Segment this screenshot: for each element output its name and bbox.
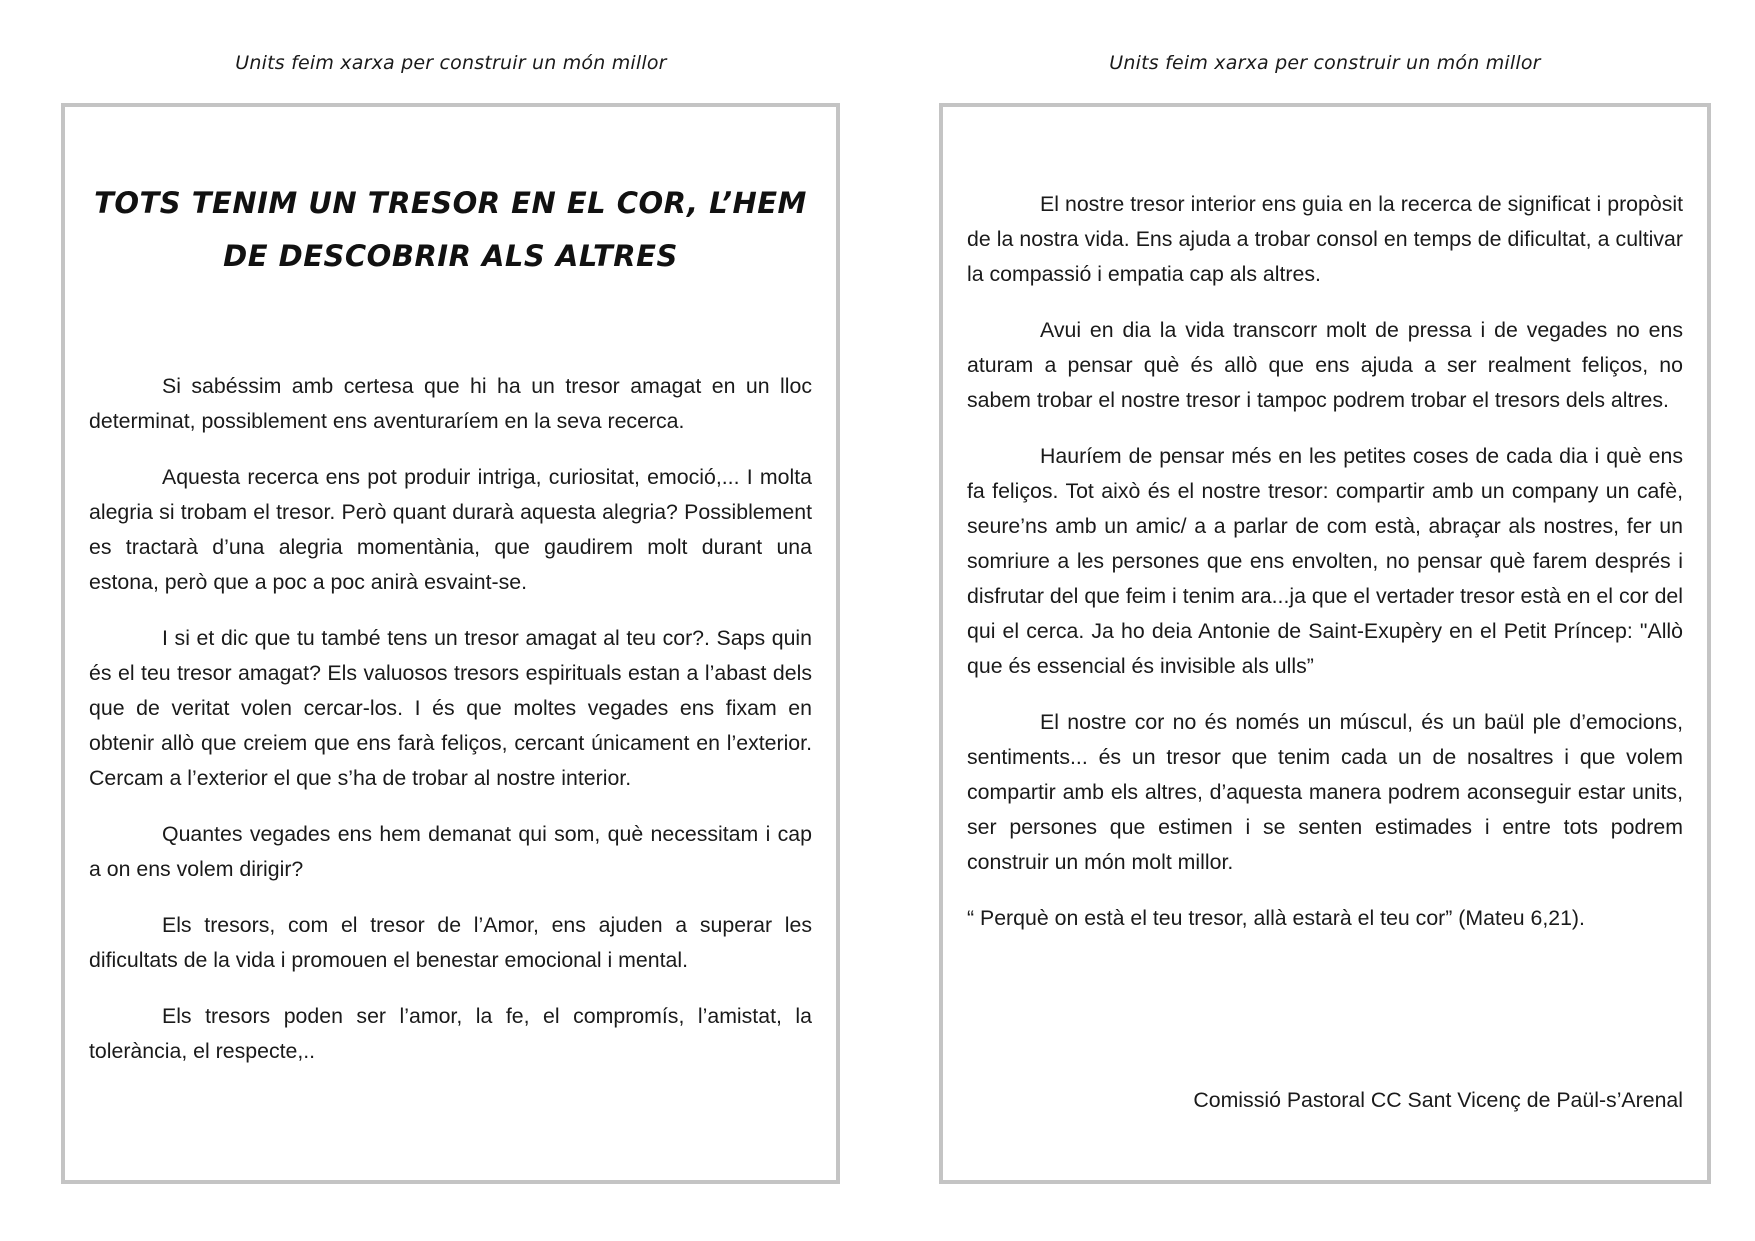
left-page-header: Units feim xarxa per construir un món millor: [235, 52, 667, 74]
paragraph: El nostre tresor interior ens guia en la recerca de significat i propòsit de la nostra vida. Ens ajuda a trobar consol en temps de dificultat, a cultivar la compassió i empatia cap als altres.: [967, 192, 1683, 286]
page-title: TOTS TENIM UN TRESOR EN EL COR, L’HEM DE DESCOBRIR ALS ALTRES: [94, 186, 807, 273]
paragraph: Hauríem de pensar més en les petites coses de cada dia i què ens fa feliços. Tot això és el nostre tresor: compartir amb un company un cafè, seure’ns amb un amic/ a a parlar de com està, abraçar als nostres, fer un somriure a les persones que ens envolten, no pensar què farem després i disfrutar del que feim i tenim ara...ja que el vertader tresor està en el cor del qui el cerca. Ja ho deia Antonie de Saint-Exupèry en el Petit Príncep: "Allò que és essencial és invisible als ulls”: [967, 444, 1683, 678]
paragraph: I si et dic que tu també tens un tresor amagat al teu cor?. Saps quin és el teu tresor amagat? Els valuosos tresors espirituals estan a l’abast dels que de veritat volen cercar-los. I és que moltes vegades ens fixam en obtenir allò que creiem que ens farà feliços, cercant únicament en l’exterior. Cercam a l’exterior el que s’ha de trobar al nostre interior.: [89, 626, 812, 790]
right-page-panel: [939, 103, 1711, 1184]
signature: Comissió Pastoral CC Sant Vicenç de Paül-s’Arenal: [1193, 1088, 1683, 1112]
paragraph: Si sabéssim amb certesa que hi ha un tresor amagat en un lloc determinat, possiblement ens aventuraríem en la seva recerca.: [89, 374, 812, 433]
paragraph: Quantes vegades ens hem demanat qui som, què necessitam i cap a on ens volem dirigir?: [89, 822, 812, 881]
right-page-header: Units feim xarxa per construir un món millor: [1109, 52, 1541, 74]
paragraph: Els tresors poden ser l’amor, la fe, el compromís, l’amistat, la tolerància, el respecte,..: [89, 1004, 812, 1063]
left-body-text: [89, 369, 812, 1090]
paragraph: Avui en dia la vida transcorr molt de pressa i de vegades no ens aturam a pensar què és allò que ens ajuda a ser realment feliços, no sabem trobar el nostre tresor i tampoc podrem trobar el tresors dels altres.: [967, 318, 1683, 412]
right-body-text: [967, 187, 1683, 957]
bible-quote: “ Perquè on està el teu tresor, allà estarà el teu cor” (Mateu 6,21).: [967, 906, 1585, 930]
paragraph: El nostre cor no és només un múscul, és un baül ple d’emocions, sentiments... és un tresor que tenim cada un de nosaltres i que volem compartir amb els altres, d’aquesta manera podrem aconseguir estar units, ser persones que estimen i se senten estimades i entre tots podrem construir un món molt millor.: [967, 710, 1683, 874]
paragraph: Aquesta recerca ens pot produir intriga, curiositat, emoció,... I molta alegria si trobam el tresor. Però quant durarà aquesta alegria? Possiblement es tractarà d’una alegria momentània, que gaudirem molt durant una estona, però que a poc a poc anirà esvaint-se.: [89, 465, 812, 594]
paragraph: Els tresors, com el tresor de l’Amor, ens ajuden a superar les dificultats de la vida i promouen el benestar emocional i mental.: [89, 913, 812, 972]
left-page-panel: [61, 103, 840, 1184]
